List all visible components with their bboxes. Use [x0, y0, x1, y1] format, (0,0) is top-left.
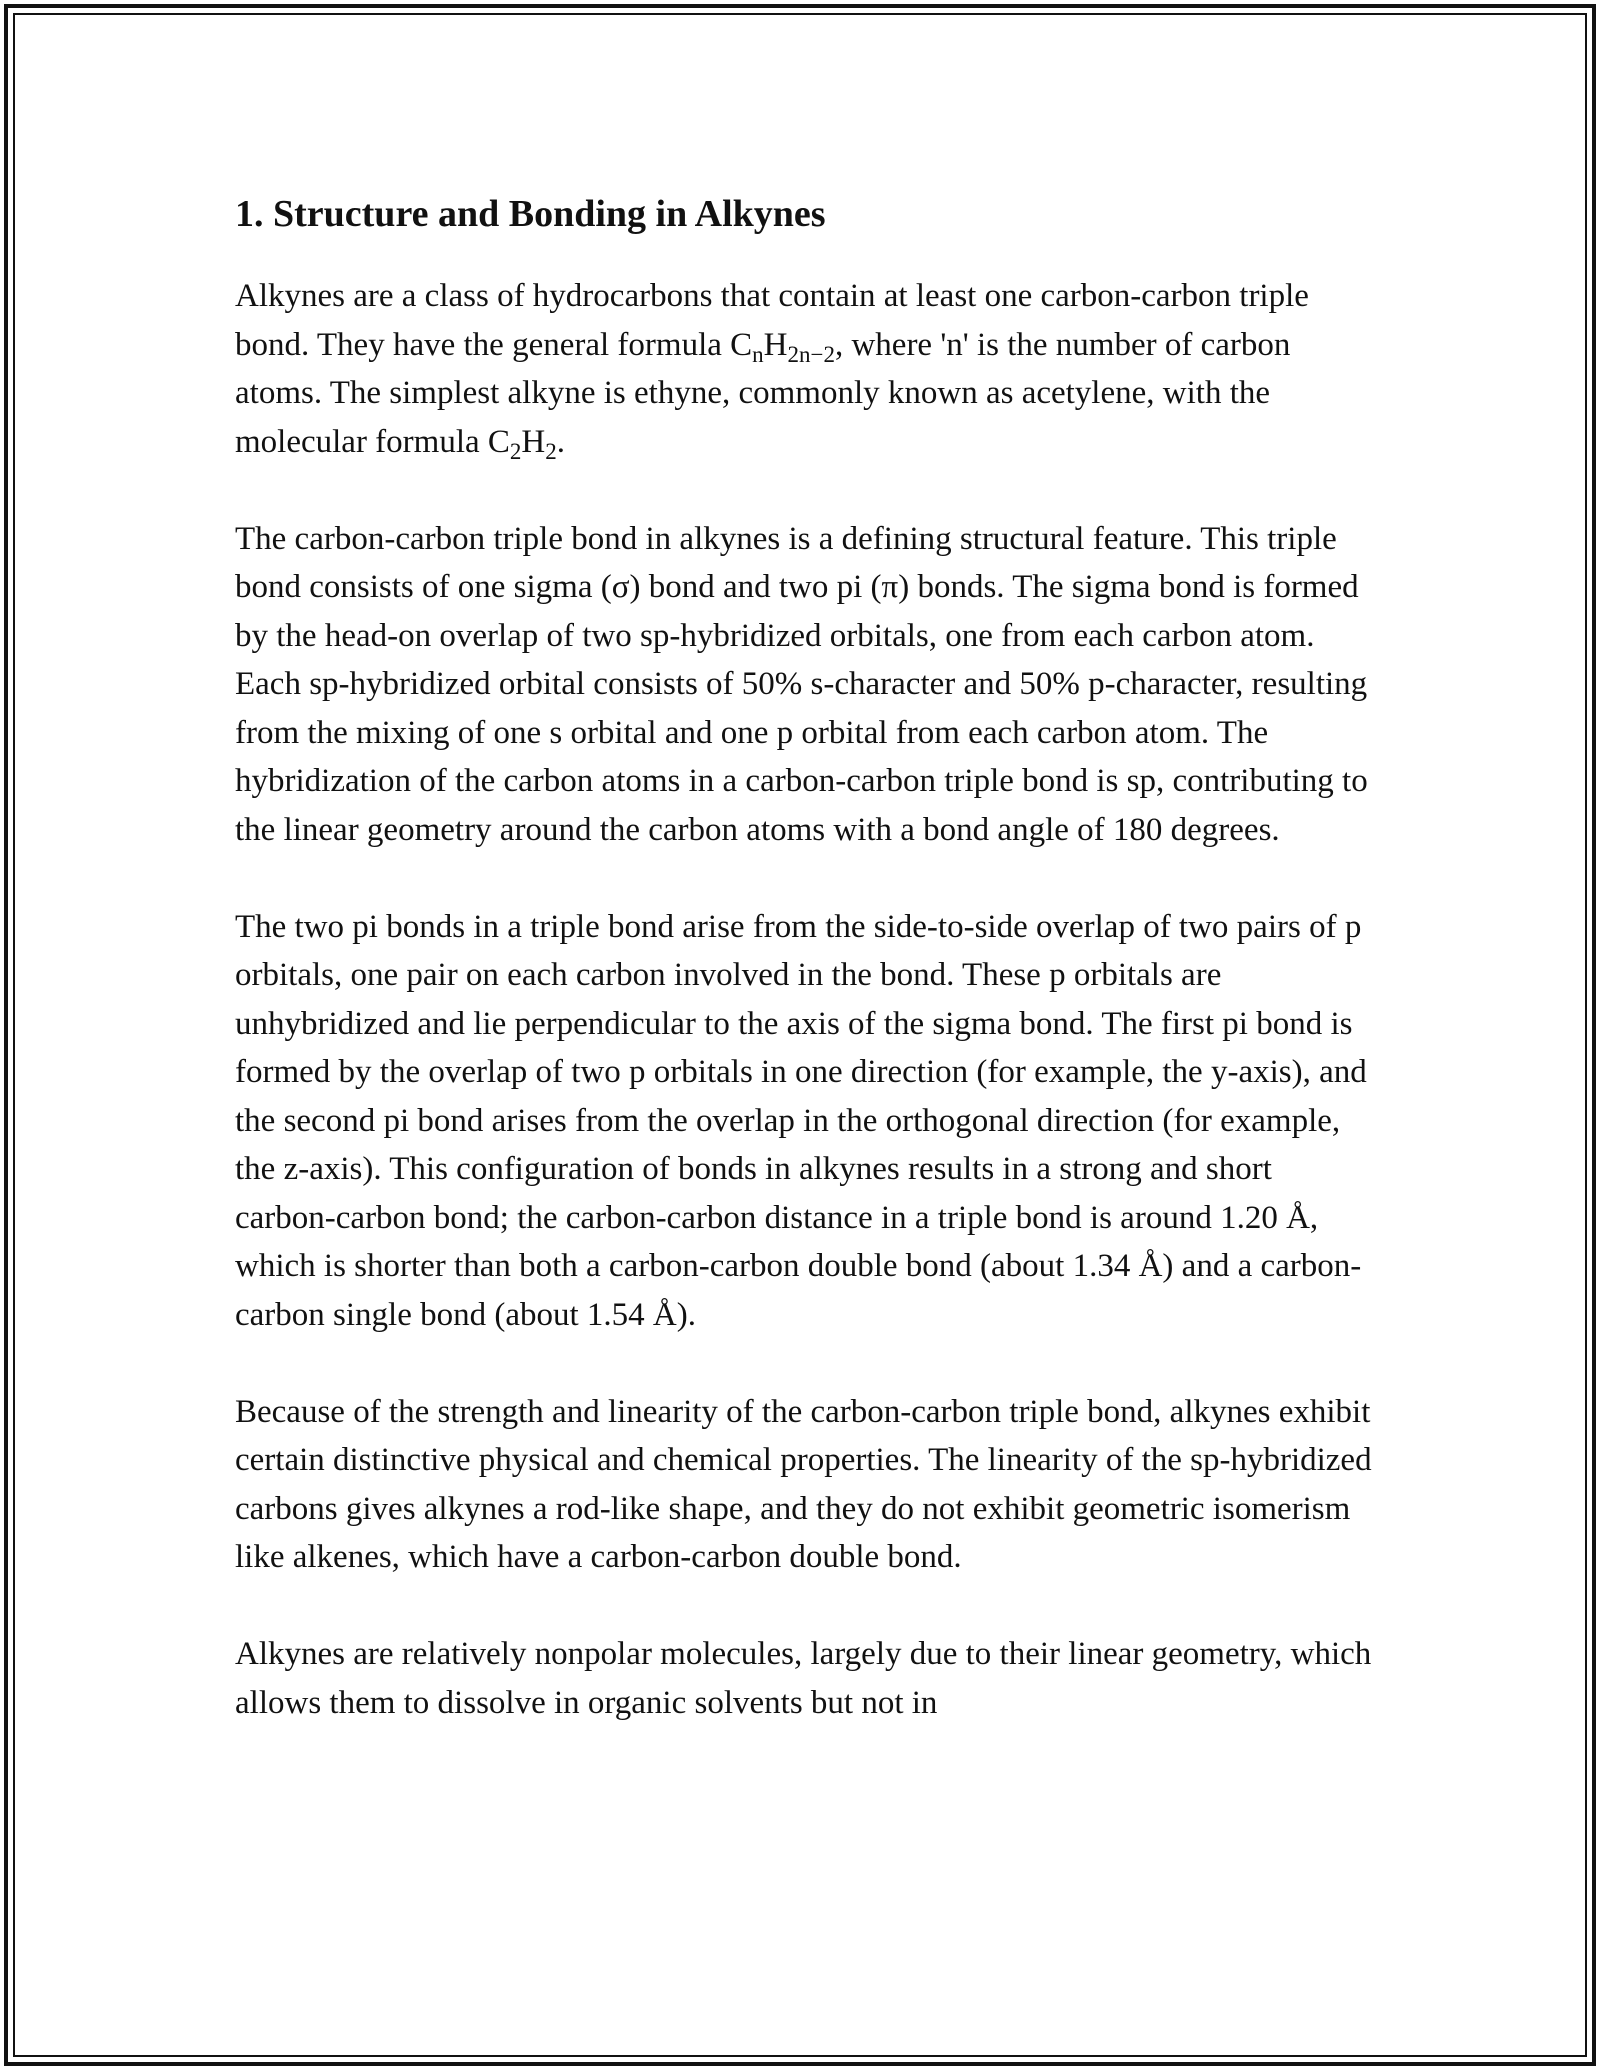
p1-text-b: H — [763, 326, 788, 363]
p1-subscript-2n-2: 2n−2 — [787, 341, 835, 367]
p1-subscript-2a: 2 — [509, 438, 522, 464]
p1-subscript-2b: 2 — [545, 438, 557, 464]
p1-text-d: H — [521, 423, 546, 460]
p1-text-e: . — [556, 423, 566, 460]
paragraph-3: The two pi bonds in a triple bond arise from the side-to-side overlap of two pairs of p orbitals, one pair on each carbon involved in the bond. These p orbitals are unhybridized and lie perpendicular to the axis of the sigma bond. The first pi bond is formed by the overlap of two p orbitals in one direction (for example, the y-axis), and the second pi bond arises from the overlap in the orthogonal direction (for example, the z-axis). This configuration of bonds in alkynes results in a strong and short carbon-carbon bond; the carbon-carbon distance in a triple bond is around 1.20 Å, which is shorter than both a carbon-carbon double bond (about 1.34 Å) and a carbon-carbon single bond (about 1.54 Å). — [235, 908, 1367, 1333]
paragraph-1 — [235, 272, 1375, 466]
p1-text-c: , where 'n' is the number of carbon atoms. The simplest alkyne is ethyne, commonly known as acetylene, with the molecular formula C — [235, 326, 1291, 460]
p1-text-a: Alkynes are a class of hydrocarbons that contain at least one carbon-carbon triple bond. They have the general formula C — [235, 278, 1309, 363]
document-body — [235, 186, 1375, 1776]
paragraph-5: Alkynes are relatively nonpolar molecules, largely due to their linear geometry, which allows them to dissolve in organic solvents but not in — [235, 1636, 1372, 1721]
p1-subscript-n: n — [752, 341, 764, 367]
paragraph-4: Because of the strength and linearity of the carbon-carbon triple bond, alkynes exhibit certain distinctive physical and chemical properties. The linearity of the sp-hybridized carbons gives alkynes a rod-like shape, and they do not exhibit geometric isomerism like alkenes, which have a carbon-carbon double bond. — [235, 1393, 1372, 1575]
section-heading: 1. Structure and Bonding in Alkynes — [235, 193, 826, 235]
paragraph-2: The carbon-carbon triple bond in alkynes is a defining structural feature. This triple bond consists of one sigma (σ) bond and two pi (π) bonds. The sigma bond is formed by the head-on overlap of two sp-hybridized orbitals, one from each carbon atom. Each sp-hybridized orbital consists of 50% s-character and 50% p-character, resulting from the mixing of one s orbital and one p orbital from each carbon atom. The hybridization of the carbon atoms in a carbon-carbon triple bond is sp, contributing to the linear geometry around the carbon atoms with a bond angle of 180 degrees. — [235, 520, 1368, 848]
